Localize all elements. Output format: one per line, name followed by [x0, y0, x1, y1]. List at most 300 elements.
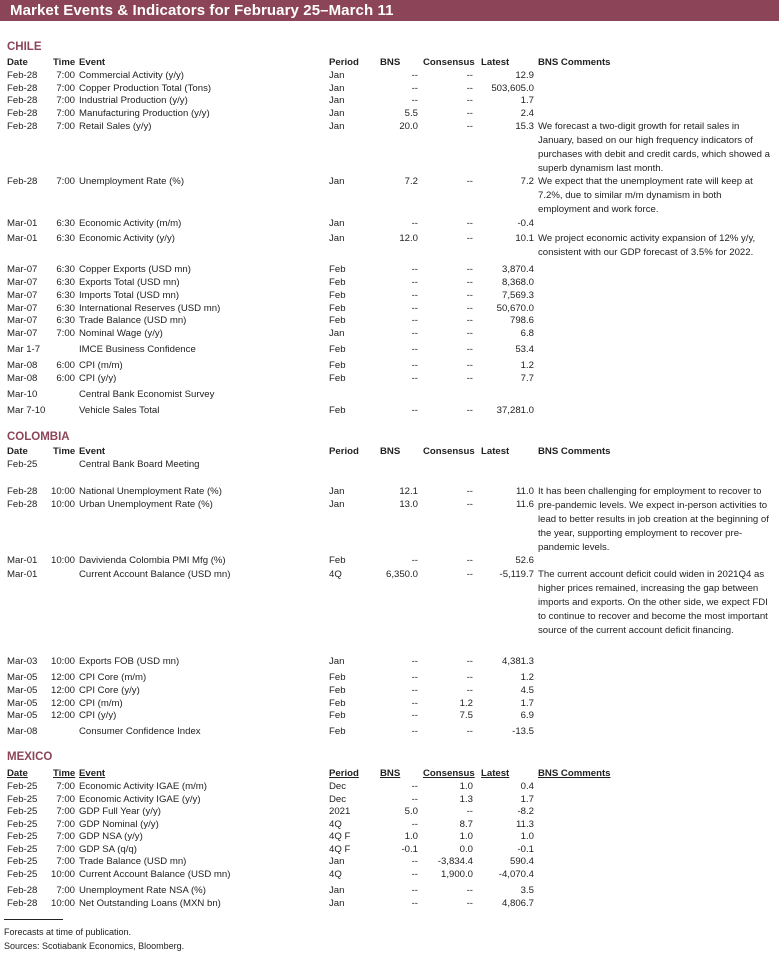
section-heading: MEXICO [7, 751, 53, 763]
cell-time: 6:30 [56, 277, 75, 288]
cell-comment: The current account deficit could widen in 2021Q4 as higher prices remained, increasing the gap between imports and exports. On the other side, we expect FDI to continue to recover and become the most important source of the current account deficit financing. [538, 569, 768, 636]
cell-period: Jan [329, 885, 345, 896]
cell-date: Feb-25 [7, 794, 38, 805]
cell-event: CPI (y/y) [79, 373, 117, 384]
cell-bns: 1.0 [404, 831, 418, 842]
cell-latest: 50,670.0 [496, 303, 534, 314]
cell-consensus: -3,834.4 [437, 856, 473, 867]
cell-consensus: -- [466, 806, 473, 817]
cell-event: GDP NSA (y/y) [79, 831, 143, 842]
cell-time: 12:00 [50, 672, 75, 683]
cell-date: Mar-07 [7, 303, 38, 314]
cell-latest: 590.4 [509, 856, 534, 867]
cell-date: Mar-07 [7, 315, 38, 326]
cell-event: Commercial Activity (y/y) [79, 70, 185, 81]
table-row [0, 343, 779, 356]
cell-latest: 1.0 [520, 831, 534, 842]
col-event: Event [79, 57, 106, 68]
cell-date: Mar-07 [7, 277, 38, 288]
cell-bns: -- [411, 685, 418, 696]
col-time: Time [53, 768, 76, 779]
table-row [0, 263, 779, 276]
cell-consensus: 8.7 [459, 819, 473, 830]
col-consensus: Consensus [423, 446, 475, 457]
cell-consensus: -- [466, 264, 473, 275]
cell-bns: 20.0 [399, 121, 418, 132]
cell-time: 6:30 [56, 264, 75, 275]
cell-period: 2021 [329, 806, 351, 817]
cell-event: Nominal Wage (y/y) [79, 328, 163, 339]
cell-date: Mar-07 [7, 290, 38, 301]
cell-date: Mar-01 [7, 218, 38, 229]
cell-event: Retail Sales (y/y) [79, 121, 152, 132]
table-row [0, 897, 779, 910]
section-heading: COLOMBIA [7, 431, 70, 443]
cell-latest: -0.1 [517, 844, 534, 855]
cell-period: Jan [329, 108, 345, 119]
cell-latest: -4,070.4 [498, 869, 534, 880]
cell-consensus: 1.0 [459, 781, 473, 792]
cell-time: 10:00 [50, 499, 75, 510]
cell-bns: -- [411, 315, 418, 326]
cell-event: Unemployment Rate (%) [79, 176, 185, 187]
col-comments: BNS Comments [538, 57, 611, 68]
cell-consensus: -- [466, 218, 473, 229]
table-row [0, 568, 779, 636]
cell-date: Feb-28 [7, 898, 38, 909]
cell-bns: -- [411, 672, 418, 683]
cell-consensus: -- [466, 121, 473, 132]
page-title: Market Events & Indicators for February 25–March 11 [0, 0, 779, 21]
cell-latest: -13.5 [512, 726, 534, 737]
cell-event: Davivienda Colombia PMI Mfg (%) [79, 555, 226, 566]
cell-date: Feb-28 [7, 499, 38, 510]
cell-date: Mar-05 [7, 685, 38, 696]
cell-latest: 12.9 [515, 70, 534, 81]
cell-bns: -- [411, 405, 418, 416]
cell-time: 12:00 [50, 710, 75, 721]
cell-consensus: -- [466, 290, 473, 301]
cell-latest: 37,281.0 [496, 405, 534, 416]
cell-bns: -- [411, 794, 418, 805]
table-row [0, 314, 779, 327]
cell-consensus: -- [466, 555, 473, 566]
cell-latest: 3.5 [520, 885, 534, 896]
cell-period: Jan [329, 176, 345, 187]
cell-event: GDP SA (q/q) [79, 844, 137, 855]
cell-consensus: -- [466, 373, 473, 384]
cell-time: 7:00 [56, 70, 75, 81]
cell-date: Feb-28 [7, 486, 38, 497]
footnote-sources: Sources: Scotiabank Economics, Bloomberg. [4, 941, 185, 951]
cell-consensus: -- [466, 233, 473, 244]
cell-consensus: 0.0 [459, 844, 473, 855]
table-header [0, 56, 779, 69]
cell-latest: 503,605.0 [491, 83, 534, 94]
cell-latest: 7.2 [520, 176, 534, 187]
col-date: Date [7, 768, 28, 779]
cell-time: 6:30 [56, 218, 75, 229]
cell-time: 10:00 [50, 869, 75, 880]
cell-time: 7:00 [56, 328, 75, 339]
cell-date: Mar-08 [7, 373, 38, 384]
cell-period: Feb [329, 373, 346, 384]
cell-period: Feb [329, 726, 346, 737]
cell-time: 12:00 [50, 698, 75, 709]
cell-period: Feb [329, 685, 346, 696]
cell-comment: We forecast a two-digit growth for retail sales in January, based on our high frequency indicators of purchases with debit and credit cards, which showed a superb dynamism last month. [538, 121, 770, 174]
cell-date: Feb-28 [7, 176, 38, 187]
table-row [0, 684, 779, 697]
col-period: Period [329, 768, 359, 779]
table-row [0, 805, 779, 818]
col-bns: BNS [380, 768, 401, 779]
cell-latest: 11.3 [516, 819, 534, 830]
cell-time: 7:00 [56, 844, 75, 855]
cell-event: Current Account Balance (USD mn) [79, 569, 231, 580]
cell-time: 7:00 [56, 794, 75, 805]
cell-latest: 6.9 [520, 710, 534, 721]
cell-bns: -- [411, 726, 418, 737]
cell-bns: 12.1 [399, 486, 418, 497]
cell-date: Mar-05 [7, 710, 38, 721]
cell-bns: 5.0 [404, 806, 418, 817]
cell-time: 7:00 [56, 819, 75, 830]
cell-event: Industrial Production (y/y) [79, 95, 188, 106]
cell-bns: -- [411, 373, 418, 384]
cell-bns: 13.0 [399, 499, 418, 510]
cell-bns: -- [411, 869, 418, 880]
cell-time: 10:00 [50, 555, 75, 566]
cell-period: Feb [329, 710, 346, 721]
table-row [0, 725, 779, 738]
cell-consensus: -- [466, 176, 473, 187]
cell-date: Mar-08 [7, 360, 38, 371]
cell-latest: 53.4 [515, 344, 534, 355]
cell-period: Jan [329, 233, 345, 244]
table-header [0, 767, 779, 780]
cell-time: 6:30 [56, 290, 75, 301]
cell-period: Feb [329, 264, 346, 275]
cell-period: Feb [329, 290, 346, 301]
cell-latest: 7,569.3 [501, 290, 534, 301]
cell-latest: 10.1 [515, 233, 534, 244]
cell-consensus: -- [466, 95, 473, 106]
cell-latest: -0.4 [517, 218, 534, 229]
cell-bns: -- [411, 819, 418, 830]
col-date: Date [7, 446, 28, 457]
cell-time: 7:00 [56, 831, 75, 842]
col-latest: Latest [481, 446, 510, 457]
cell-bns: 7.2 [404, 176, 418, 187]
table-row [0, 372, 779, 385]
cell-event: GDP Nominal (y/y) [79, 819, 159, 830]
cell-consensus: 1.2 [459, 698, 473, 709]
cell-consensus: 1.3 [459, 794, 473, 805]
cell-consensus: -- [466, 328, 473, 339]
cell-date: Mar-07 [7, 264, 38, 275]
col-event: Event [79, 446, 106, 457]
cell-time: 7:00 [56, 781, 75, 792]
cell-time: 7:00 [56, 95, 75, 106]
cell-latest: 798.6 [509, 315, 534, 326]
cell-period: Jan [329, 898, 345, 909]
table-row [0, 120, 779, 174]
cell-period: Jan [329, 70, 345, 81]
cell-consensus: -- [466, 656, 473, 667]
cell-latest: 4,381.3 [501, 656, 534, 667]
cell-bns: -0.1 [401, 844, 418, 855]
table-row [0, 868, 779, 881]
cell-date: Mar-01 [7, 233, 38, 244]
cell-comment: We project economic activity expansion of 12% y/y, consistent with our GDP forecast of 3.5% for 2022. [538, 233, 756, 258]
cell-time: 7:00 [56, 83, 75, 94]
cell-event: Economic Activity IGAE (m/m) [79, 781, 207, 792]
table-row [0, 855, 779, 868]
table-row [0, 107, 779, 120]
table-row [0, 884, 779, 897]
cell-latest: 1.2 [520, 672, 534, 683]
cell-consensus: -- [466, 303, 473, 314]
cell-period: Feb [329, 672, 346, 683]
cell-event: Current Account Balance (USD mn) [79, 869, 231, 880]
cell-bns: -- [411, 83, 418, 94]
cell-period: Feb [329, 344, 346, 355]
cell-date: Mar-07 [7, 328, 38, 339]
footnote-forecasts: Forecasts at time of publication. [4, 927, 132, 937]
cell-consensus: -- [466, 486, 473, 497]
cell-event: Urban Unemployment Rate (%) [79, 499, 213, 510]
cell-period: Jan [329, 328, 345, 339]
cell-time: 6:30 [56, 315, 75, 326]
cell-period: Jan [329, 486, 345, 497]
cell-date: Mar-01 [7, 555, 38, 566]
cell-latest: -5,119.7 [499, 569, 534, 580]
table-row [0, 94, 779, 107]
cell-time: 6:00 [56, 360, 75, 371]
cell-period: Jan [329, 121, 345, 132]
cell-latest: 3,870.4 [501, 264, 534, 275]
cell-latest: 52.6 [515, 555, 534, 566]
cell-date: Mar-10 [7, 389, 38, 400]
cell-consensus: -- [466, 898, 473, 909]
cell-event: Vehicle Sales Total [79, 405, 160, 416]
cell-date: Feb-28 [7, 83, 38, 94]
cell-date: Mar-08 [7, 726, 38, 737]
cell-period: 4Q [329, 869, 342, 880]
cell-event: IMCE Business Confidence [79, 344, 196, 355]
cell-date: Feb-25 [7, 459, 38, 470]
cell-event: Exports Total (USD mn) [79, 277, 180, 288]
cell-period: Feb [329, 405, 346, 416]
cell-date: Feb-28 [7, 70, 38, 81]
cell-bns: -- [411, 856, 418, 867]
cell-period: Jan [329, 499, 345, 510]
cell-event: Trade Balance (USD mn) [79, 856, 187, 867]
cell-latest: 1.7 [520, 794, 534, 805]
col-period: Period [329, 57, 359, 68]
cell-period: Jan [329, 656, 345, 667]
cell-date: Feb-28 [7, 95, 38, 106]
cell-consensus: -- [466, 885, 473, 896]
cell-latest: 0.4 [520, 781, 534, 792]
col-event: Event [79, 768, 106, 779]
table-row [0, 327, 779, 340]
cell-date: Feb-25 [7, 831, 38, 842]
col-latest: Latest [481, 768, 510, 779]
cell-event: Copper Production Total (Tons) [79, 83, 212, 94]
cell-period: Jan [329, 83, 345, 94]
cell-event: Manufacturing Production (y/y) [79, 108, 210, 119]
table-row [0, 217, 779, 230]
cell-bns: -- [411, 898, 418, 909]
cell-period: Feb [329, 698, 346, 709]
cell-date: Feb-25 [7, 781, 38, 792]
cell-consensus: -- [466, 83, 473, 94]
cell-latest: 1.2 [520, 360, 534, 371]
cell-date: Feb-25 [7, 844, 38, 855]
cell-consensus: -- [466, 569, 473, 580]
cell-bns: 12.0 [399, 233, 418, 244]
cell-bns: -- [411, 360, 418, 371]
cell-latest: 6.8 [520, 328, 534, 339]
cell-event: Copper Exports (USD mn) [79, 264, 191, 275]
cell-date: Feb-25 [7, 819, 38, 830]
cell-bns: -- [411, 781, 418, 792]
cell-latest: 4,806.7 [501, 898, 534, 909]
cell-event: Trade Balance (USD mn) [79, 315, 187, 326]
cell-bns: -- [411, 328, 418, 339]
cell-latest: 1.7 [520, 95, 534, 106]
cell-event: Central Bank Board Meeting [79, 459, 200, 470]
table-row [0, 709, 779, 722]
cell-event: Exports FOB (USD mn) [79, 656, 180, 667]
cell-date: Mar-05 [7, 698, 38, 709]
cell-consensus: -- [466, 70, 473, 81]
cell-latest: 1.7 [520, 698, 534, 709]
cell-event: CPI Core (m/m) [79, 672, 147, 683]
cell-time: 6:30 [56, 303, 75, 314]
table-header [0, 445, 779, 458]
cell-date: Feb-28 [7, 108, 38, 119]
cell-latest: 7.7 [520, 373, 534, 384]
cell-consensus: -- [466, 315, 473, 326]
cell-period: Feb [329, 277, 346, 288]
cell-event: CPI (m/m) [79, 360, 123, 371]
table-row [0, 289, 779, 302]
cell-time: 7:00 [56, 806, 75, 817]
cell-period: Feb [329, 555, 346, 566]
cell-event: CPI Core (y/y) [79, 685, 140, 696]
cell-latest: 4.5 [520, 685, 534, 696]
table-row [0, 388, 779, 401]
table-row [0, 359, 779, 372]
cell-event: Economic Activity (y/y) [79, 233, 175, 244]
cell-event: GDP Full Year (y/y) [79, 806, 161, 817]
cell-latest: 11.6 [516, 499, 534, 510]
cell-date: Mar-05 [7, 672, 38, 683]
cell-time: 10:00 [50, 656, 75, 667]
cell-time: 7:00 [56, 121, 75, 132]
table-row [0, 276, 779, 289]
cell-event: Imports Total (USD mn) [79, 290, 180, 301]
cell-period: Feb [329, 315, 346, 326]
cell-time: 6:30 [56, 233, 75, 244]
table-row [0, 498, 779, 511]
col-comments: BNS Comments [538, 768, 611, 779]
cell-time: 6:00 [56, 373, 75, 384]
table-row [0, 554, 779, 567]
cell-latest: 15.3 [515, 121, 534, 132]
cell-date: Feb-28 [7, 885, 38, 896]
cell-date: Mar 7-10 [7, 405, 46, 416]
cell-date: Feb-25 [7, 856, 38, 867]
cell-date: Feb-28 [7, 121, 38, 132]
cell-consensus: -- [466, 344, 473, 355]
cell-consensus: 7.5 [459, 710, 473, 721]
table-row [0, 780, 779, 793]
table-row [0, 69, 779, 82]
cell-consensus: 1.0 [459, 831, 473, 842]
cell-latest: 8,368.0 [501, 277, 534, 288]
cell-comment: It has been challenging for employment to recover to pre-pandemic levels. We expect in-person activities to lead to better results in job creation at the beginning of the year, supporting employment to recover pre-pandemic levels. [538, 486, 769, 553]
table-row [0, 404, 779, 417]
cell-bns: -- [411, 70, 418, 81]
cell-period: 4Q F [329, 831, 351, 842]
table-row [0, 655, 779, 668]
cell-time: 7:00 [56, 176, 75, 187]
table-row [0, 458, 779, 471]
col-period: Period [329, 446, 359, 457]
cell-latest: -8.2 [517, 806, 534, 817]
cell-time: 7:00 [56, 108, 75, 119]
cell-period: 4Q [329, 819, 342, 830]
cell-latest: 11.0 [516, 486, 534, 497]
cell-bns: -- [411, 95, 418, 106]
cell-time: 7:00 [56, 856, 75, 867]
cell-bns: -- [411, 303, 418, 314]
cell-bns: -- [411, 555, 418, 566]
col-date: Date [7, 57, 28, 68]
cell-event: CPI (y/y) [79, 710, 117, 721]
cell-date: Mar-01 [7, 569, 38, 580]
cell-event: National Unemployment Rate (%) [79, 486, 222, 497]
col-time: Time [53, 57, 76, 68]
cell-time: 7:00 [56, 885, 75, 896]
section-heading: CHILE [7, 41, 42, 53]
cell-period: Jan [329, 856, 345, 867]
cell-bns: -- [411, 344, 418, 355]
cell-consensus: -- [466, 726, 473, 737]
cell-event: Net Outstanding Loans (MXN bn) [79, 898, 221, 909]
cell-period: 4Q [329, 569, 342, 580]
cell-event: Economic Activity (m/m) [79, 218, 182, 229]
table-row [0, 175, 779, 215]
cell-event: CPI (m/m) [79, 698, 123, 709]
col-bns: BNS [380, 57, 401, 68]
cell-period: 4Q F [329, 844, 351, 855]
cell-consensus: 1,900.0 [440, 869, 473, 880]
table-row [0, 671, 779, 684]
cell-date: Mar-03 [7, 656, 38, 667]
cell-time: 10:00 [50, 486, 75, 497]
cell-event: Unemployment Rate NSA (%) [79, 885, 206, 896]
cell-date: Feb-25 [7, 869, 38, 880]
cell-time: 10:00 [50, 898, 75, 909]
cell-bns: -- [411, 710, 418, 721]
cell-comment: We expect that the unemployment rate will keep at 7.2%, due to similar m/m dynamism in both employment and work force. [538, 176, 753, 215]
col-time: Time [53, 446, 76, 457]
